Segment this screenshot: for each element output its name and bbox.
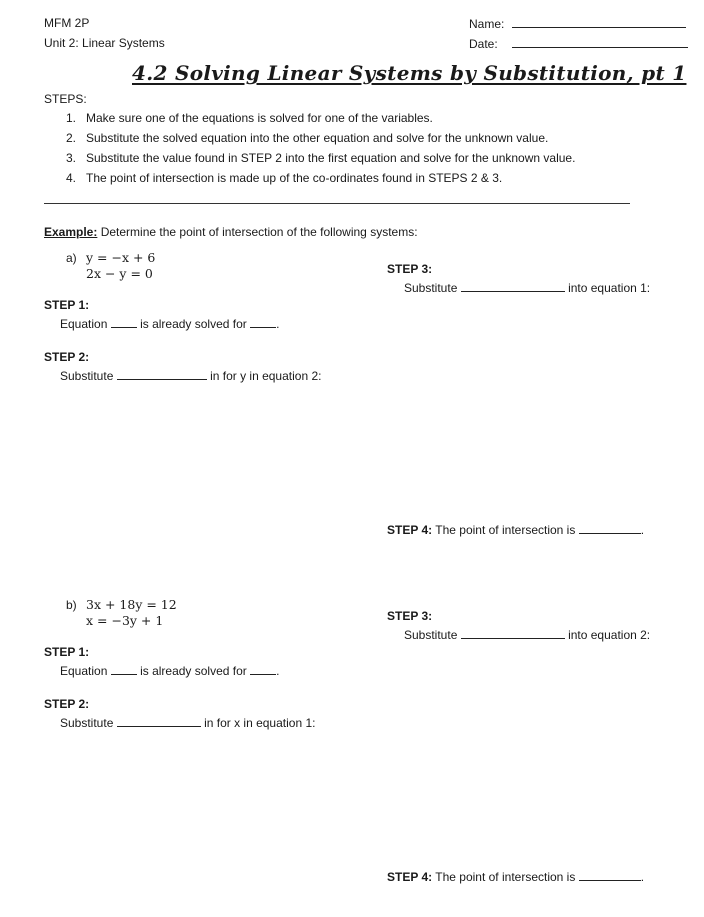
step-item: [66, 111, 575, 131]
step2-text-post: in for y in equation 2:: [210, 369, 322, 383]
step-item: [66, 151, 575, 171]
part-b-equation-2: x = −3y + 1: [86, 613, 164, 628]
part-b-variable-blank[interactable]: [250, 663, 276, 675]
course-code: MFM 2P: [44, 16, 90, 30]
part-a-step4-line: [387, 522, 644, 537]
part-b-equation-1: 3x + 18y = 12: [86, 597, 177, 612]
example-prompt: [44, 225, 418, 239]
part-b-intersection-blank[interactable]: [579, 869, 641, 881]
part-a-step2-line: [60, 368, 321, 383]
date-field[interactable]: [469, 36, 688, 51]
part-b-step3-heading: STEP 3:: [387, 609, 433, 623]
step1-text-end: .: [276, 317, 280, 331]
part-a-step3-blank[interactable]: [461, 280, 565, 292]
step-item: [66, 171, 575, 191]
section-divider: [44, 203, 630, 204]
step4-text: The point of intersection is: [435, 523, 576, 537]
part-a-step3-line: [404, 280, 650, 295]
step1-text-mid: is already solved for: [140, 317, 247, 331]
part-a-step2-heading: STEP 2:: [44, 350, 90, 364]
part-a-step1-heading: STEP 1:: [44, 298, 90, 312]
step3-text-post: into equation 2:: [568, 628, 651, 642]
step2-text-post: in for x in equation 1:: [204, 716, 316, 730]
step-text: Make sure one of the equations is solved for one of the variables.: [86, 111, 433, 125]
step3-text-pre: Substitute: [404, 628, 458, 642]
step1-text-mid: is already solved for: [140, 664, 247, 678]
example-label: Example:: [44, 225, 98, 239]
step-number: 3.: [66, 151, 77, 165]
part-a-step3-heading: STEP 3:: [387, 262, 433, 276]
part-b-step2-heading: STEP 2:: [44, 697, 90, 711]
part-b-step4-heading: STEP 4:: [387, 870, 433, 884]
name-label: Name:: [469, 17, 505, 31]
steps-list: [66, 111, 575, 191]
step-text: Substitute the solved equation into the other equation and solve for the unknown value.: [86, 131, 549, 145]
part-a-letter: a): [66, 251, 77, 265]
step-number: 4.: [66, 171, 77, 185]
step4-text-end: .: [640, 870, 645, 884]
part-a-variable-blank[interactable]: [250, 316, 276, 328]
part-b-substitute-blank[interactable]: [117, 715, 201, 727]
part-b-step1-heading: STEP 1:: [44, 645, 90, 659]
step4-text: The point of intersection is: [435, 870, 576, 884]
date-label: Date:: [469, 37, 498, 51]
part-a-substitute-blank[interactable]: [117, 368, 207, 380]
step-text: Substitute the value found in STEP 2 into the first equation and solve for the unknown value.: [86, 151, 576, 165]
part-b-step2-line: [60, 715, 315, 730]
step-number: 2.: [66, 131, 77, 145]
part-a-equation-blank[interactable]: [111, 316, 137, 328]
step3-text-pre: Substitute: [404, 281, 458, 295]
example-text: Determine the point of intersection of the following systems:: [100, 225, 418, 239]
step-number: 1.: [66, 111, 77, 125]
page-title: 4.2 Solving Linear Systems by Substitution, pt 1: [132, 61, 687, 85]
part-a-step1-line: [60, 316, 279, 331]
step4-text-end: .: [640, 523, 645, 537]
part-b-step4-line: [387, 869, 644, 884]
step1-text-end: .: [276, 664, 280, 678]
step1-text-pre: Equation: [60, 317, 108, 331]
name-blank[interactable]: [512, 16, 686, 28]
part-a-intersection-blank[interactable]: [579, 522, 641, 534]
step-text: The point of intersection is made up of the co-ordinates found in STEPS 2 & 3.: [86, 171, 503, 185]
part-b-step3-line: [404, 627, 650, 642]
part-b-equation-blank[interactable]: [111, 663, 137, 675]
step1-text-pre: Equation: [60, 664, 108, 678]
part-b-letter: b): [66, 598, 77, 612]
steps-heading: STEPS:: [44, 92, 87, 106]
part-b-step1-line: [60, 663, 279, 678]
part-a-equation-1: y = −x + 6: [86, 250, 156, 265]
step2-text-pre: Substitute: [60, 716, 114, 730]
date-blank[interactable]: [512, 36, 688, 48]
name-field[interactable]: [469, 16, 686, 31]
step-item: [66, 131, 575, 151]
step2-text-pre: Substitute: [60, 369, 114, 383]
part-a-step4-heading: STEP 4:: [387, 523, 433, 537]
part-a-equation-2: 2x − y = 0: [86, 266, 153, 281]
part-b-step3-blank[interactable]: [461, 627, 565, 639]
step3-text-post: into equation 1:: [568, 281, 651, 295]
unit-title: Unit 2: Linear Systems: [44, 36, 165, 50]
